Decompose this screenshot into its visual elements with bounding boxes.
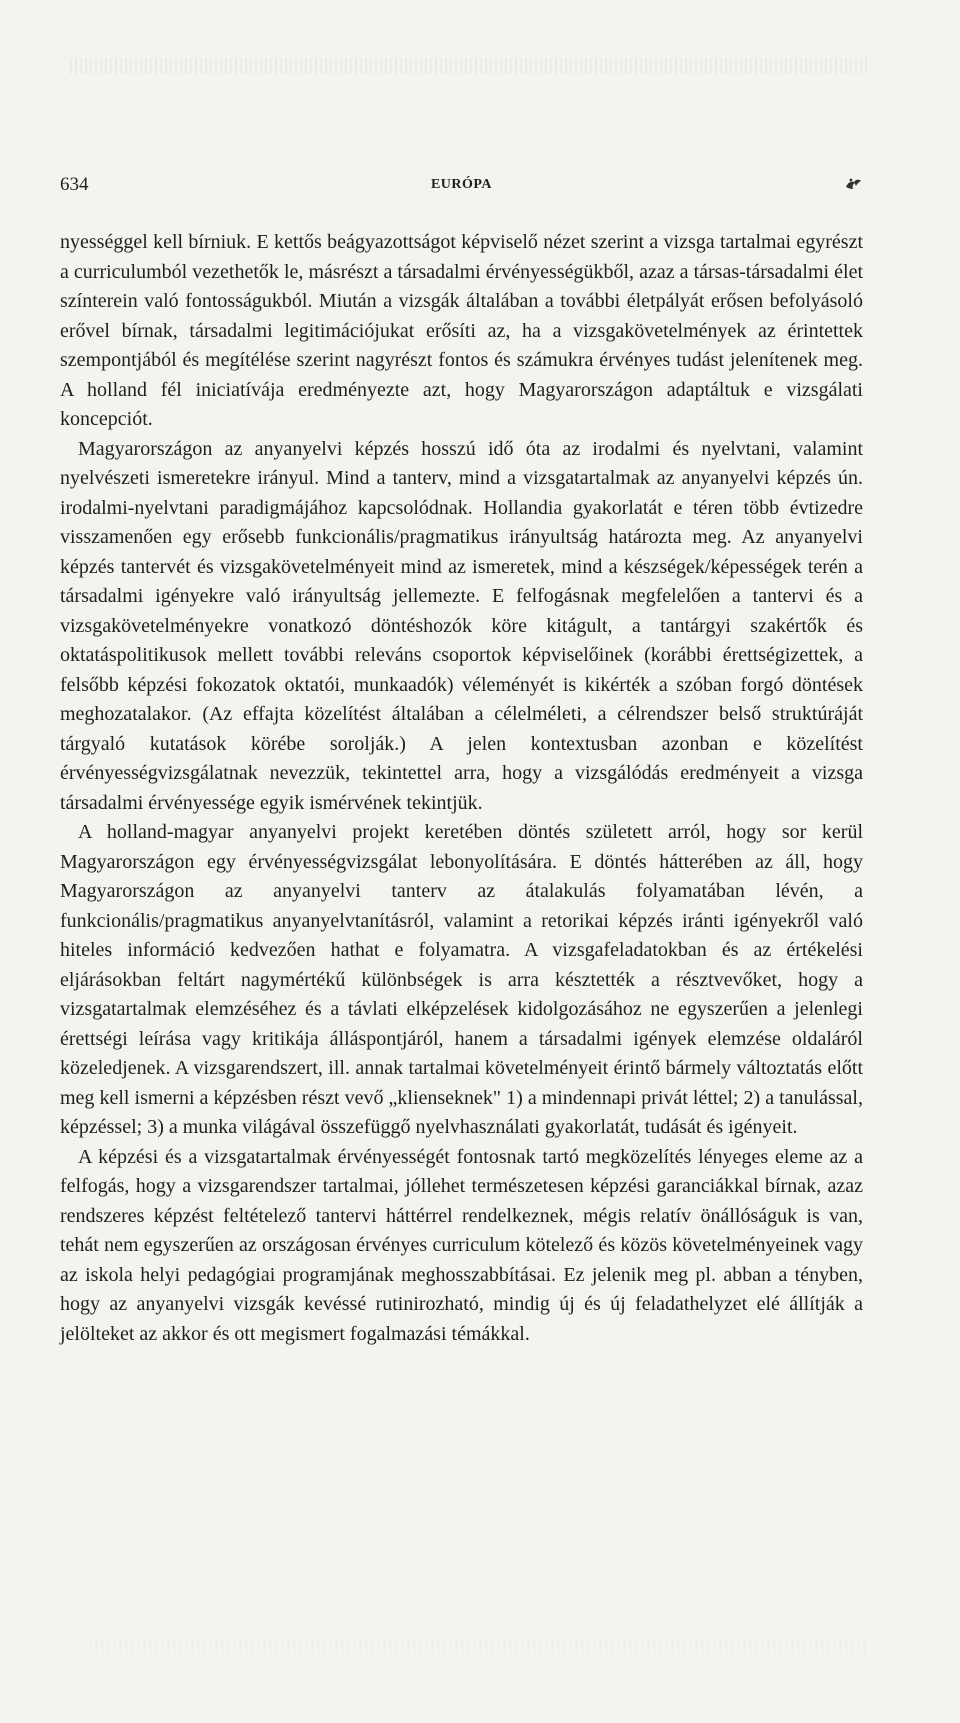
- paragraph-1: nyességgel kell bírniuk. E kettős beágyazottságot képviselő nézet szerint a vizsga tartalmai egyrészt a curriculumból vezethetők le, másrészt a társadalmi érvényességükből, azaz a társas-társadalmi élet színterein való fontosságukból. Miután a vizsgák általában a további életpályát erősen befolyásoló erővel bírnak, társadalmi legitimációjukat erősíti az, ha a vizsgakövetelmények az érintettek szempontjából és megítélése szerint nagyrészt fontos és számukra érvényes tudást jelenítenek meg. A holland fél iniciatívája eredményezte azt, hogy Magyarországon adaptáltuk e vizsgálati koncepciót.: [60, 231, 863, 430]
- body-text: [60, 228, 863, 1349]
- fleuron-icon: [843, 174, 863, 194]
- scan-artifact-top: [70, 58, 870, 74]
- journal-title: EURÓPA: [430, 177, 493, 192]
- paragraph-3: A holland-magyar anyanyelvi projekt keretében döntés született arról, hogy sor kerül Magyarországon egy érvényességvizsgálat lebonyolítására. E döntés hátterében az áll, hogy Magyarországon az anyanyelvi tanterv az átalakulás folyamatában lévén, a funkcionális/pragmatikus anyanyelvtanításról, valamint a retorikai képzés iránti igényekről való hiteles információ kedvezően hathat e folyamatra. A vizsgafeladatokban és az értékelési eljárásokban feltárt nagymértékű különbségek is arra késztették a résztvevőket, hogy a vizsgatartalmak elemzéséhez és a távlati elképzelések kidolgozásához ne egyszerűen a jelenlegi érettségi leírása vagy kritikája álláspontjáról, hanem a társadalmi igények elemzése oldaláról közeledjenek. A vizsgarendszert, ill. annak tartalmai követelményeit érintő bármely változtatás előtt meg kell ismerni a képzésben részt vevő „klienseknek" 1) a mindennapi privát léttel; 2) a tanulással, képzéssel; 3) a munka világával összefüggő nyelvhasználati gyakorlatát, tudását és igényeit.: [60, 821, 863, 1138]
- paragraph-2: Magyarországon az anyanyelvi képzés hosszú idő óta az irodalmi és nyelvtani, valamint nyelvészeti ismeretekre irányul. Mind a tanterv, mind a vizsgatartalmak az anyanyelvi képzés ún. irodalmi-nyelvtani paradigmájához kapcsolódnak. Hollandia gyakorlatát e téren több évtizedre visszamenően egy erősebb funkcionális/pragmatikus irányultság határozta meg. Az anyanyelvi képzés tantervét és vizsgakövetelményeit mind az ismeretek, mind a készségek/képességek terén a társadalmi igényekre való irányultság jellemezte. E felfogásnak megfelelően a tantervi és a vizsgakövetelményekre vonatkozó döntéshozók köre kitágult, a tantárgyi szakértők és oktatáspolitikusok mellett további releváns csoportok képviselőinek (korábbi érettségizettek, a felsőbb képzési fokozatok oktatói, munkaadók) véleményét is kikérték a szóban forgó döntések meghozatalakor. (Az effajta közelítést általában a célelméleti, a célrendszer belső struktúráját tárgyaló kutatások körébe sorolják.) A jelen kontextusban azonban e közelítést érvényességvizsgálatnak nevezzük, tekintettel arra, hogy a vizsgálódás eredményeit a vizsga társadalmi érvényessége egyik ismérvének tekintjük.: [60, 437, 863, 814]
- paragraph-4: A képzési és a vizsgatartalmak érvényességét fontosnak tartó megközelítés lényeges eleme az a felfogás, hogy a vizsgarendszer tartalmai, jóllehet természetesen képzési garanciákkal bírnak, azaz rendszeres képzést feltételező tantervi háttérrel rendelkeznek, mégis relatív önállóságuk is van, tehát nem egyszerűen az országosan érvényes curriculum kötelező és közös követelményeinek vagy az iskola helyi pedagógiai programjának meghosszabbításai. Ez jelenik meg pl. abban a tényben, hogy az anyanyelvi vizsgák kevéssé rutinirozható, mindig új és új feladathelyzet elé állítják a jelölteket az akkor és ott megismert fogalmazási témákkal.: [60, 1145, 863, 1345]
- page-number: 634: [60, 174, 89, 195]
- running-head: [60, 174, 863, 198]
- scan-artifact-bottom: [90, 1640, 870, 1654]
